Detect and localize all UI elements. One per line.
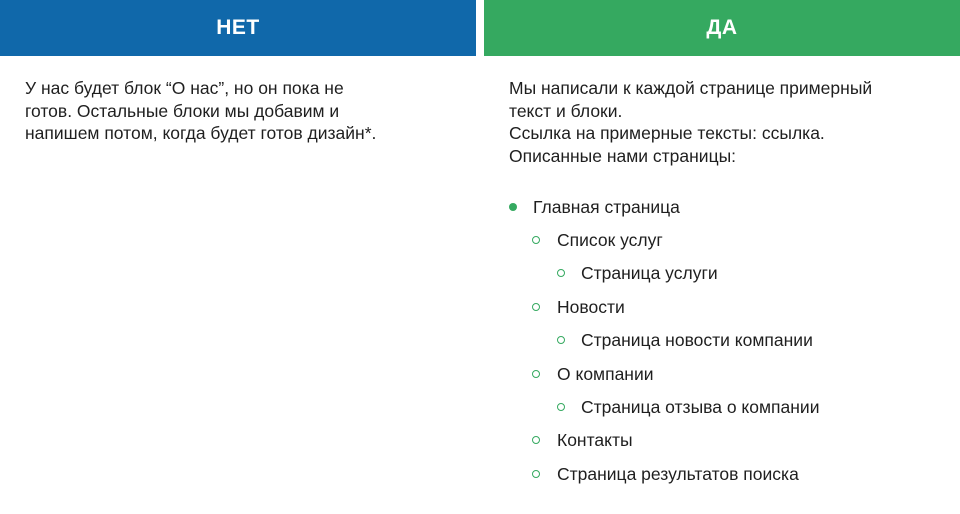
page-list-item: О компании [557,364,654,384]
bullet-hollow-icon [557,336,565,344]
no-paragraph-line: У нас будет блок “О нас”, но он пока не [25,78,344,98]
yes-paragraph-line: Мы написали к каждой странице примерный [509,78,873,98]
yes-paragraph-line: Описанные нами страницы: [509,145,737,166]
yes-header [484,0,960,56]
bullet-filled-icon [509,203,517,211]
page-list-item: Список услуг [557,230,663,250]
bullet-hollow-icon [557,269,565,277]
bullet-hollow-icon [532,436,540,444]
bullet-hollow-icon [532,470,540,478]
yes-column [484,0,960,514]
bullet-hollow-icon [532,370,540,378]
yes-paragraph-line: Ссылка на примерные тексты: ссылка. [509,123,825,143]
page-list-item: Страница результатов поиска [557,464,799,484]
yes-paragraph [509,77,949,167]
yes-header-label: ДА [706,16,738,39]
bullet-hollow-icon [557,403,565,411]
bullet-hollow-icon [532,303,540,311]
no-paragraph [25,77,465,145]
page-list-item: Страница новости компании [581,330,813,350]
no-header-label: НЕТ [216,16,260,39]
page-list-item: Страница услуги [581,263,718,283]
yes-paragraph-line: текст и блоки. [509,100,623,121]
no-header [0,0,476,56]
no-paragraph-line: готов. Остальные блоки мы добавим и [25,100,340,121]
page-list-item: Страница отзыва о компании [581,397,820,417]
no-paragraph-line: напишем потом, когда будет готов дизайн*. [25,123,377,143]
no-column [0,0,476,514]
bullet-hollow-icon [532,236,540,244]
page-list-item: Новости [557,297,625,317]
page-list-item: Контакты [557,430,633,450]
page-list-item: Главная страница [533,197,680,217]
